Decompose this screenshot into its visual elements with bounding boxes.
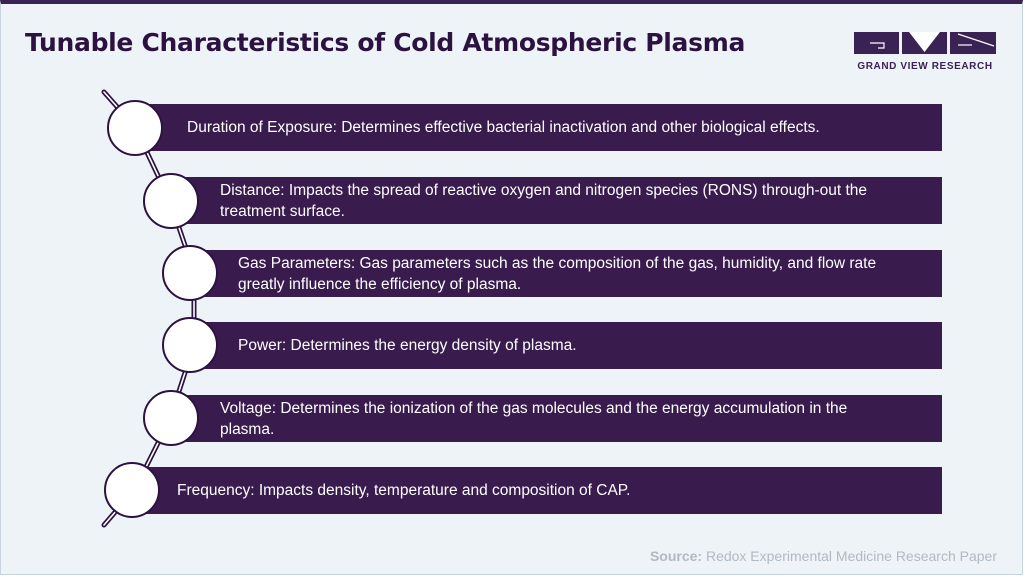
list-item-gas-parameters <box>190 250 942 297</box>
timeline-node <box>104 462 160 518</box>
list-item-text: Distance: Impacts the spread of reactive oxygen and nitrogen species (RONS) through-out the treatment surface. <box>220 181 868 220</box>
list-item-frequency <box>132 467 942 514</box>
timeline-node <box>107 100 163 156</box>
timeline-node <box>162 317 218 373</box>
page-title: Tunable Characteristics of Cold Atmospheric Plasma <box>25 28 746 57</box>
list-item-text: Power: Determines the energy density of plasma. <box>238 337 577 354</box>
list-item-distance <box>166 177 942 224</box>
source-label: Source: <box>649 548 703 564</box>
list-item-duration <box>132 104 942 151</box>
logo-wordmark: GRAND VIEW RESEARCH <box>857 61 993 72</box>
timeline-node <box>162 245 218 301</box>
list-item-text: Gas Parameters: Gas parameters such as the composition of the gas, humidity, and flow rate greatly influence the efficiency of plasma. <box>238 254 877 293</box>
list-item-voltage <box>166 395 942 442</box>
list-item-text: Duration of Exposure: Determines effective bacterial inactivation and other biological effects. <box>187 119 820 136</box>
list-item-power <box>190 322 942 369</box>
source-text: Redox Experimental Medicine Research Paper <box>705 548 997 564</box>
source-note <box>650 548 997 564</box>
timeline-node <box>143 173 199 229</box>
timeline-node <box>143 390 199 446</box>
list-item-text: Voltage: Determines the ionization of the gas molecules and the energy accumulation in the plasma. <box>220 399 848 438</box>
list-item-text: Frequency: Impacts density, temperature and composition of CAP. <box>177 482 631 499</box>
